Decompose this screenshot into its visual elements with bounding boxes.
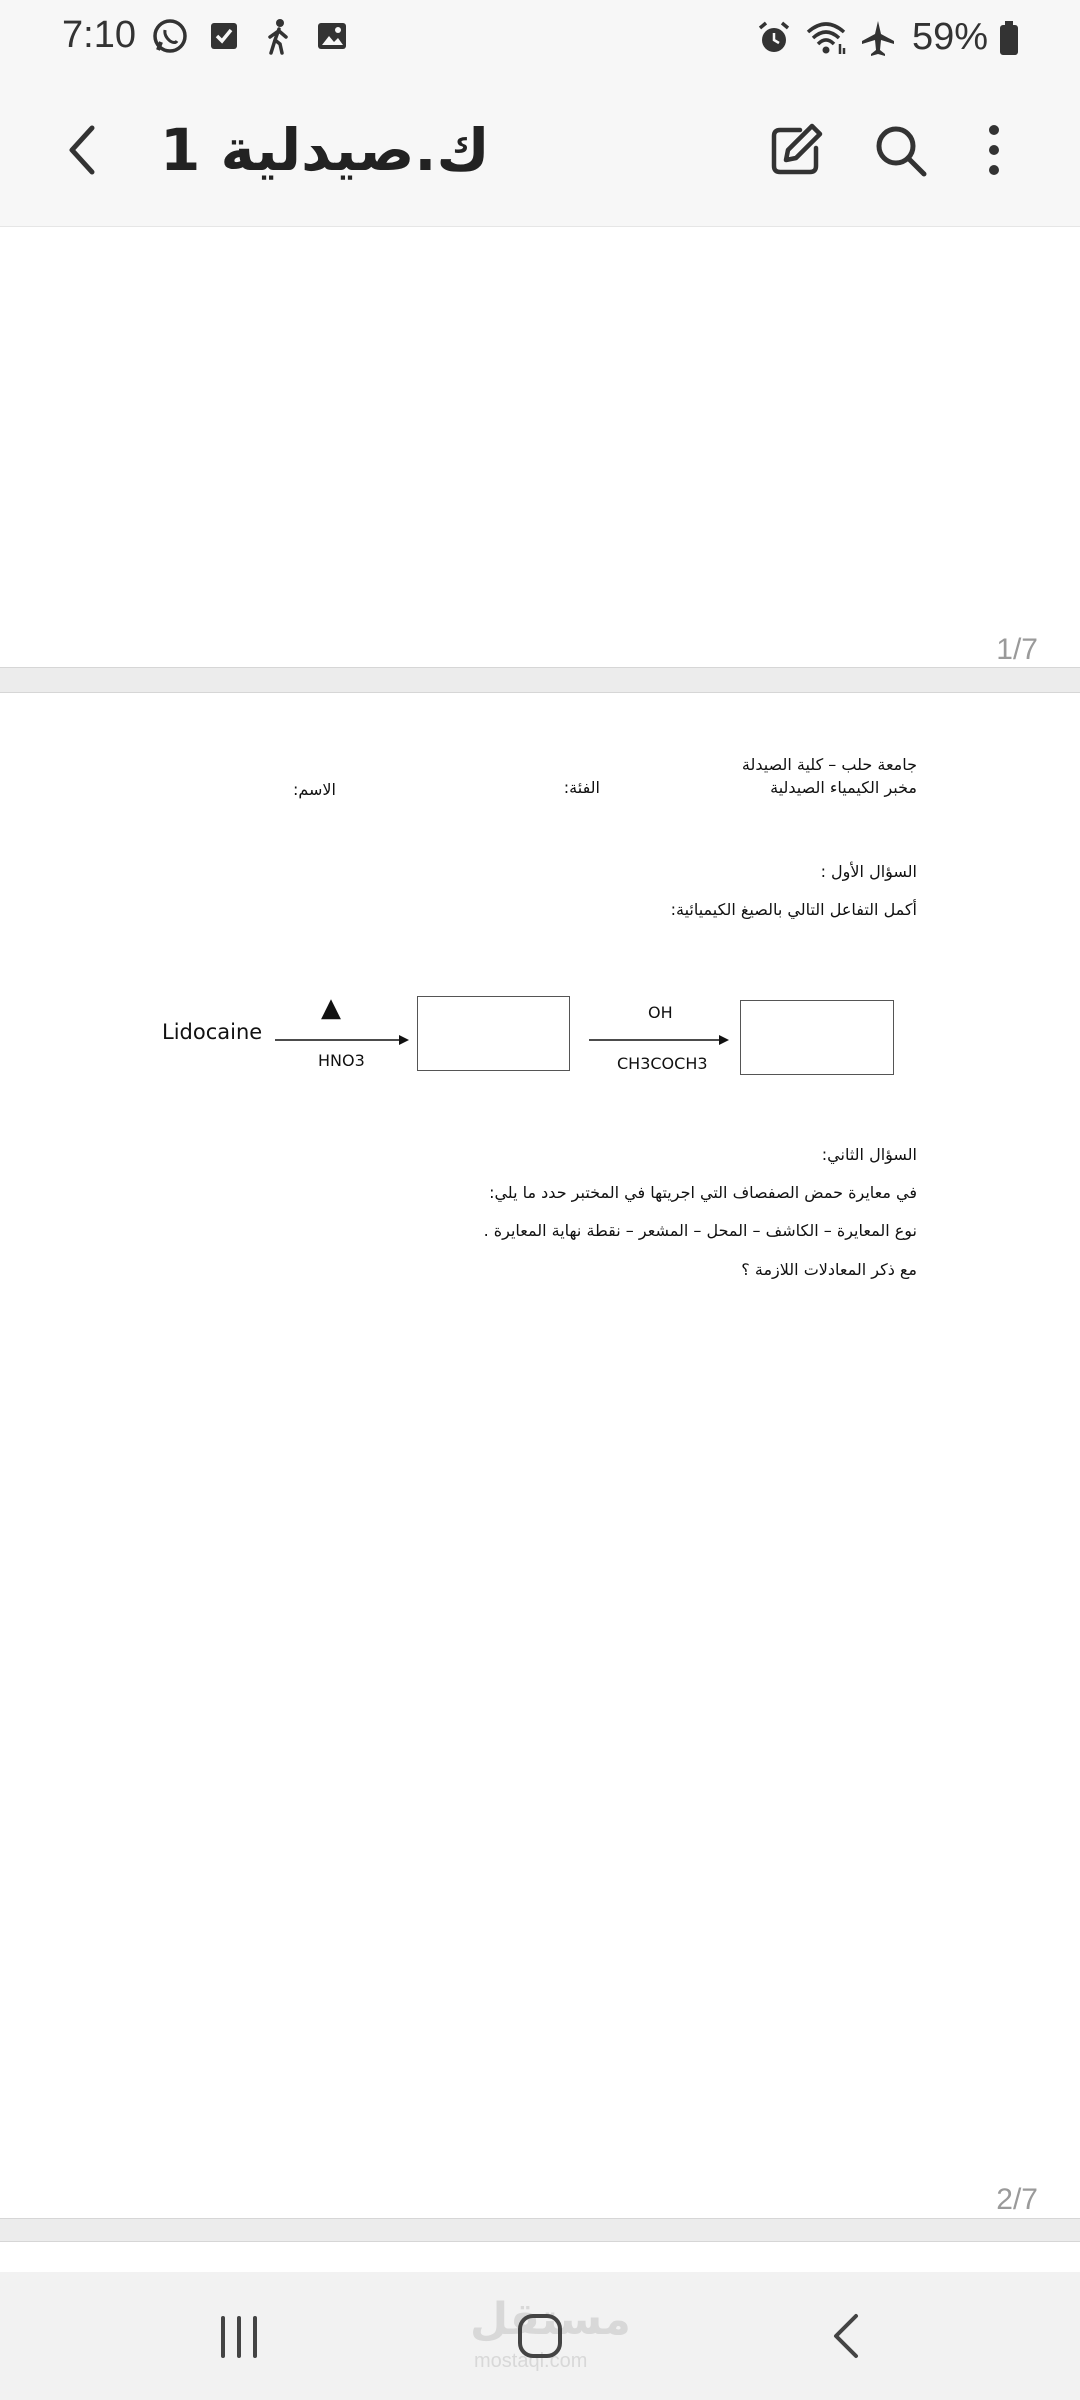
question-2-line-1: في معايرة حمض الصفصاف التي اجريتها في المختبر حدد ما يلي: (489, 1183, 917, 1202)
page-separator (0, 2218, 1080, 2242)
document-page-2 (0, 693, 1080, 2218)
status-bar (0, 0, 1080, 76)
whatsapp-icon (150, 16, 190, 56)
reaction-arrow-1 (275, 1033, 409, 1047)
answer-box-1[interactable] (417, 996, 570, 1071)
airplane-icon (858, 18, 898, 58)
page-number: 1/7 (996, 633, 1038, 666)
reaction-arrow-2 (589, 1033, 729, 1047)
watermark-logo: مستقل (470, 2294, 631, 2345)
answer-box-2[interactable] (740, 1000, 894, 1075)
reagent-acetone: CH3COCH3 (617, 1054, 708, 1073)
question-2-line-2: نوع المعايرة – الكاشف – المحل – المشعر – نقطة نهاية المعايرة . (483, 1221, 917, 1240)
walking-icon (258, 16, 298, 56)
name-label: الاسم: (292, 780, 336, 799)
checkbox-icon (204, 16, 244, 56)
more-icon[interactable] (964, 120, 1024, 180)
system-icons (754, 16, 1020, 59)
category-label: الفئة: (563, 778, 600, 797)
wifi-icon (804, 18, 848, 58)
watermark-url: mostaql.com (474, 2350, 588, 2372)
question-2-title: السؤال الثاني: (821, 1145, 917, 1164)
battery-icon (998, 18, 1020, 58)
page-separator (0, 667, 1080, 693)
edit-icon[interactable] (766, 120, 826, 180)
document-page-1 (0, 227, 1080, 667)
home-button[interactable] (514, 2310, 566, 2362)
page-number: 2/7 (996, 2183, 1038, 2216)
heat-symbol: ▲ (321, 993, 341, 1023)
document-title: ك.صيدلية 1 (160, 116, 490, 184)
alarm-icon (754, 18, 794, 58)
recent-apps-button[interactable] (215, 2312, 265, 2362)
status-time: 7:10 (62, 14, 136, 56)
back-button[interactable] (58, 120, 108, 180)
university-heading: جامعة حلب – كلية الصيدلة (741, 755, 917, 774)
navigation-bar (0, 2272, 1080, 2400)
question-1-instruction: أكمل التفاعل التالي بالصيغ الكيميائية: (670, 900, 917, 919)
back-nav-button[interactable] (826, 2310, 866, 2362)
question-1-title: السؤال الأول : (820, 862, 917, 881)
notification-icons (150, 16, 352, 56)
reagent-hno3: HNO3 (318, 1051, 365, 1070)
reactant-label: Lidocaine (162, 1020, 263, 1044)
app-bar (0, 76, 1080, 227)
search-icon[interactable] (870, 120, 930, 180)
reagent-oh: OH (648, 1003, 673, 1022)
battery-percent: 59% (911, 16, 988, 58)
lab-heading: مخبر الكيمياء الصيدلية (770, 778, 917, 797)
image-icon (312, 16, 352, 56)
question-2-line-3: مع ذكر المعادلات اللازمة ؟ (741, 1260, 917, 1279)
